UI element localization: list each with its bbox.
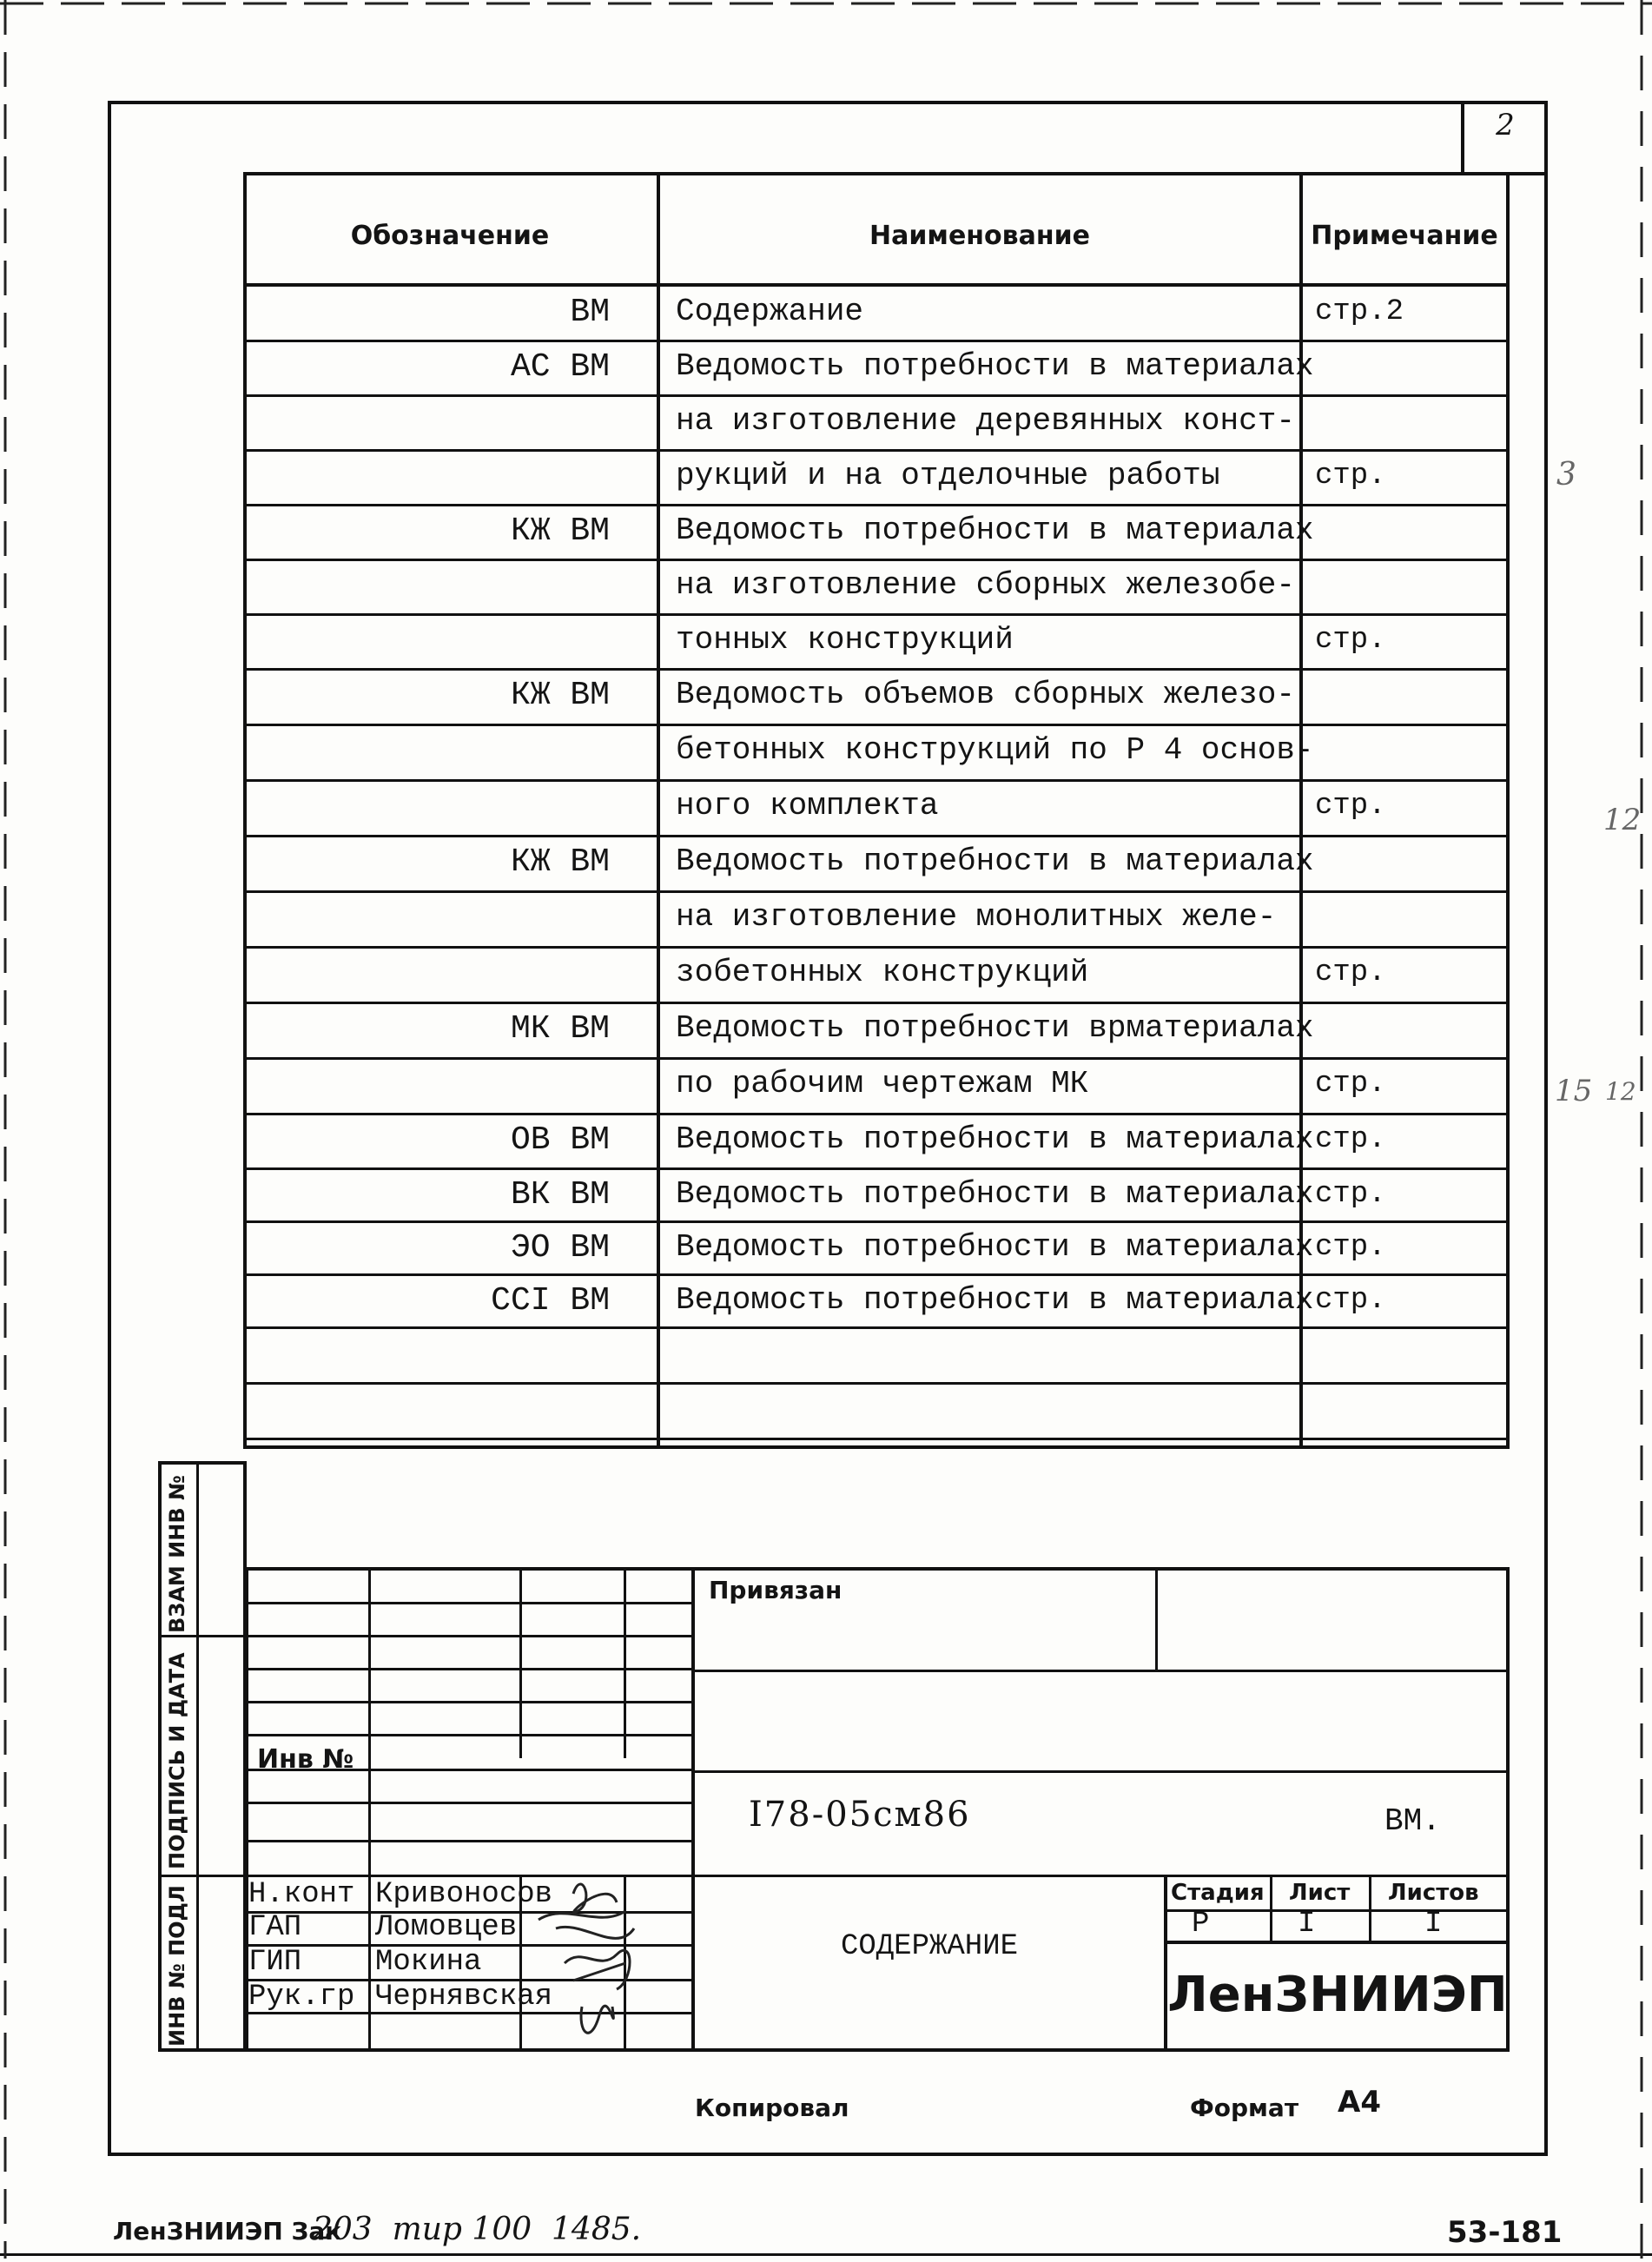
row-name: Ведомость потребности в материалах [676,513,1314,548]
row-name: тонных конструкций [676,622,1014,658]
row-name: рукций и на отделочные работы [676,458,1220,493]
side-label-podpis: ПОДПИСЬ И ДАТА [165,1652,189,1869]
header-name: Наименование [869,221,1090,251]
row-note: стр. [1315,460,1386,493]
row-name: на изготовление деревянных конст- [676,403,1295,439]
row-name: Ведомость потребности в материалах [676,1176,1314,1212]
row-name: Ведомость объемов сборных железо- [676,677,1295,712]
doc-suffix: ВМ. [1384,1803,1441,1839]
row-name: по рабочим чертежам МК [676,1066,1089,1101]
margin-mark-3: 15 [1555,1074,1593,1108]
stage-label: Стадия [1171,1880,1265,1906]
sig-name-4: Чернявская [375,1981,553,2014]
row-note: стр. [1315,1068,1386,1101]
margin-mark-1: 3 [1556,457,1576,493]
row-note: стр.2 [1315,295,1404,328]
org-name: ЛенЗНИИЭП [1167,1967,1508,2023]
row-name: на изготовление монолитных желе- [676,899,1277,935]
row-code: ЭО ВМ [510,1229,610,1267]
header-note: Примечание [1311,221,1498,251]
sig-role-4: Рук.гр [248,1981,355,2014]
row-name: Ведомость потребности в материалах [676,1229,1314,1265]
margin-mark-2: 12 [1603,803,1642,837]
row-note: стр. [1315,624,1386,657]
row-code: ВК ВМ [510,1176,610,1214]
row-code: ВМ [570,294,610,331]
row-note: стр. [1315,1178,1386,1211]
format-value: А4 [1338,2085,1381,2120]
doc-title: СОДЕРЖАНИЕ [840,1930,1019,1963]
row-note: стр. [1315,956,1386,989]
row-code: КЖ ВМ [510,513,610,550]
sig-name-1: Кривоносов [375,1878,553,1911]
row-name: Ведомость потребности в материалах [676,1121,1314,1157]
sheet-value: I [1298,1908,1316,1941]
sig-name-3: Мокина [375,1946,482,1979]
order-handwritten: 203 тир 100 1485. [313,2212,642,2247]
sig-role-2: ГАП [248,1911,302,1944]
margin-mark-4: 12 [1605,1077,1636,1106]
sig-name-2: Ломовцев [375,1911,518,1944]
side-label-vzam: ВЗАМ ИНВ № [165,1475,189,1633]
doc-code: I78-05см86 [749,1795,971,1835]
sig-role-3: ГИП [248,1946,302,1979]
privyazan-label: Привязан [709,1576,843,1604]
row-code: КЖ ВМ [510,677,610,714]
row-name: Ведомость потребности врматериалах [676,1010,1314,1046]
sheet-label: Лист [1289,1880,1351,1906]
row-code: ОВ ВМ [510,1121,610,1159]
sheet-number: 2 [1496,108,1515,142]
row-note: стр. [1315,1123,1386,1156]
format-label: Формат [1190,2093,1299,2122]
row-note: стр. [1315,1284,1386,1317]
side-label-inv: ИНВ № ПОДЛ [165,1885,189,2047]
row-name: зобетонных конструкций [676,955,1089,990]
row-code: ССI ВМ [491,1282,610,1320]
row-note: стр. [1315,790,1386,823]
printer-label: ЛенЗНИИЭП Зак [113,2217,342,2245]
row-code: АС ВМ [510,348,610,386]
stamp-number: 53-181 [1447,2215,1563,2250]
row-name: на изготовление сборных железобе- [676,567,1295,603]
copied-label: Копировал [695,2093,849,2122]
sig-role-1: Н.конт [248,1878,355,1911]
sheets-label: Листов [1388,1880,1479,1906]
row-name: Содержание [676,294,864,329]
stage-value: Р [1192,1908,1210,1941]
inv-no-label: Инв № [257,1744,354,1775]
row-name: Ведомость потребности в материалах [676,1282,1314,1318]
row-name: бетонных конструкций по Р 4 основ- [676,732,1314,768]
row-note: стр. [1315,1231,1386,1264]
row-name: Ведомость потребности в материалах [676,348,1314,384]
row-code: КЖ ВМ [510,843,610,881]
header-code: Обозначение [350,221,550,251]
row-code: МК ВМ [510,1010,610,1048]
sheets-value: I [1424,1908,1443,1941]
row-name: ного комплекта [676,788,939,823]
row-name: Ведомость потребности в материалах [676,843,1314,879]
